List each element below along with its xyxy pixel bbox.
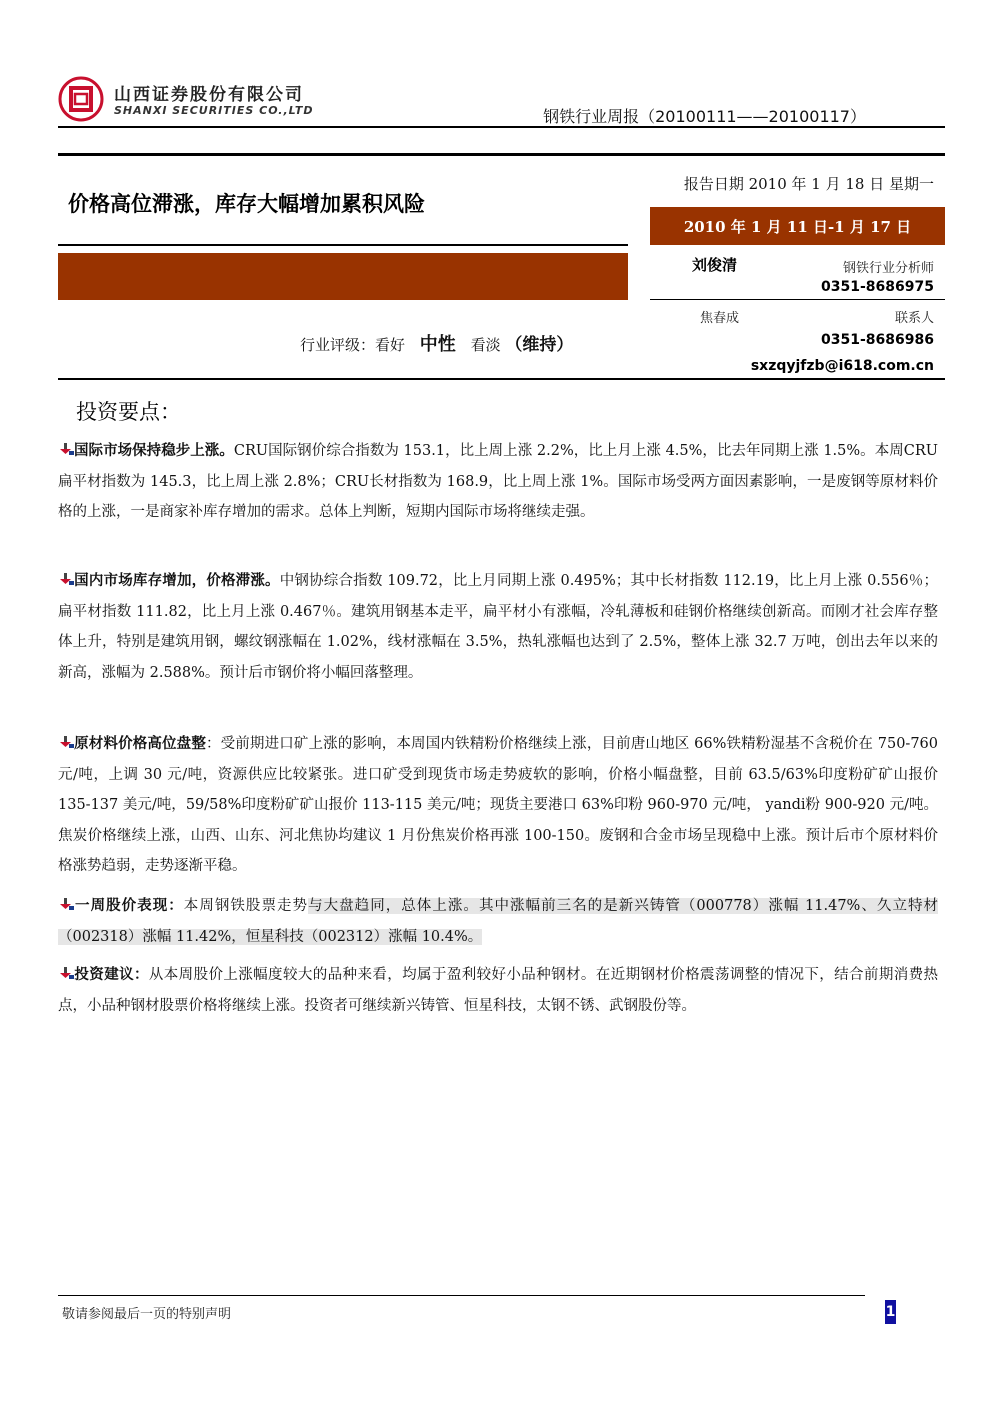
point-stock-performance xyxy=(58,891,938,952)
point-text: 从本周股价上涨幅度较大的品种来看，均属于盈利较好小品种钢材。在近期钢材价格震荡调整的情况下，结合前期消费热点，小品种钢材股票价格将继续上涨。投资者可继续新兴铸管、恒星科技，太钢不锈、武钢股份等。 xyxy=(58,967,939,1014)
contact-phone: 0351-8686986 xyxy=(821,332,934,348)
company-name-cn: 山西证券股份有限公司 xyxy=(114,85,304,105)
analyst-divider xyxy=(650,299,945,300)
point-text-highlighted: 与大盘趋同，总体上涨。其中涨幅前三名的是新兴铸管（000778）涨幅 11.47%、久立特材（002318）涨幅 11.42%，恒星科技（002312）涨幅 10.4%。 xyxy=(58,898,939,945)
point-lead: 一周股价表现： xyxy=(74,898,184,914)
point-domestic-market xyxy=(58,566,938,688)
page-number: 1 xyxy=(885,1300,896,1324)
rating-label: 行业评级：看好 xyxy=(300,336,406,354)
footer-divider xyxy=(58,1295,865,1296)
rating-selected: 中性 xyxy=(419,334,456,355)
rating-status: （维持） xyxy=(505,335,574,355)
report-date: 报告日期 2010 年 1 月 18 日 星期一 xyxy=(683,175,934,193)
report-series-title: 钢铁行业周报（20100111——20100117） xyxy=(543,107,866,126)
headline-divider xyxy=(58,244,628,246)
point-text: ：受前期进口矿上涨的影响，本周国内铁精粉价格继续上涨，目前唐山地区 66%铁精粉湿基不含税价在 750-760 元/吨，上调 30 元/吨，资源供应比较紧张。进口矿受到现货市场走势疲软的影响，价格小幅盘整，目前 63.5/63%印度粉矿矿山报价 135-137 美元/吨，59/58%印度粉矿矿山报价 113-115 美元/吨；现货主要港口 63%印粉 960-970 元/吨， yandi粉 900-920 元/吨。焦炭价格继续上涨，山西、山东、河北焦协均建议 1 月份焦炭价格再涨 100-150。废钢和合金市场呈现稳中上涨。预计后市个原材料价格涨势趋弱，走势逐渐平稳。 xyxy=(58,736,938,874)
headline-color-band xyxy=(58,253,628,300)
company-name-en: SHANXI SECURITIES CO.,LTD xyxy=(114,104,314,117)
arrow-bullet-icon xyxy=(58,572,74,586)
header-divider xyxy=(58,126,945,128)
industry-rating xyxy=(300,330,573,356)
date-range-text: 2010 年 1 月 11 日-1 月 17 日 xyxy=(683,217,912,236)
title-block-top-rule xyxy=(58,153,945,156)
company-logo xyxy=(58,76,104,122)
point-lead: 原材料价格高位盘整 xyxy=(74,736,206,752)
analyst-name: 刘俊清 xyxy=(692,256,738,274)
point-text: 中钢协综合指数 109.72，比上月同期上涨 0.495%；其中长材指数 112.19，比上月上涨 0.556％；扁平材指数 111.82，比上月上涨 0.467％。建筑用钢基本走平，扁平材小有涨幅，冷轧薄板和硅钢价格继续创新高。而刚才社会库存整体上升，特别是建筑用钢，螺纹钢涨幅在 1.02%，线材涨幅在 3.5%，热轧涨幅也达到了 2.5%，整体上涨 32.7 万吨，创出去年以来的新高，涨幅为 2.588%。预计后市钢价将小幅回落整理。 xyxy=(58,573,938,681)
point-text: CRU国际钢价综合指数为 153.1，比上周上涨 2.2%，比上月上涨 4.5%，比去年同期上涨 1.5%。本周CRU扁平材指数为 145.3，比上周上涨 2.8%；CRU长材指数为 168.9，比上周上涨 1%。国际市场受两方面因素影响，一是废钢等原材料价格的上涨，一是商家补库存增加的需求。总体上判断，短期内国际市场将继续走强。 xyxy=(58,443,939,520)
report-headline: 价格高位滞涨，库存大幅增加累积风险 xyxy=(68,192,425,216)
point-raw-materials xyxy=(58,729,938,882)
analyst-phone: 0351-8686975 xyxy=(821,279,934,295)
arrow-bullet-icon xyxy=(58,897,74,911)
analyst-title: 钢铁行业分析师 xyxy=(842,261,934,276)
point-international-market xyxy=(58,436,938,528)
contact-email[interactable]: sxzqyjfzb@i618.com.cn xyxy=(750,358,934,374)
point-text: 本周钢铁股票走势 xyxy=(183,898,309,914)
point-lead: 国内市场库存增加，价格滞涨。 xyxy=(74,573,280,589)
point-lead: 投资建议： xyxy=(74,967,149,983)
rating-other: 看淡 xyxy=(470,336,501,354)
contact-name: 焦春成 xyxy=(700,311,740,326)
contact-role: 联系人 xyxy=(894,311,934,326)
date-range-banner xyxy=(650,207,945,245)
title-block-bottom-rule xyxy=(58,378,945,380)
point-lead: 国际市场保持稳步上涨。 xyxy=(74,443,234,459)
arrow-bullet-icon xyxy=(58,966,74,980)
section-heading: 投资要点： xyxy=(76,400,181,424)
footer-disclaimer-note: 敬请参阅最后一页的特别声明 xyxy=(62,1307,232,1322)
arrow-bullet-icon xyxy=(58,442,74,456)
arrow-bullet-icon xyxy=(58,735,74,749)
point-investment-advice xyxy=(58,960,938,1021)
